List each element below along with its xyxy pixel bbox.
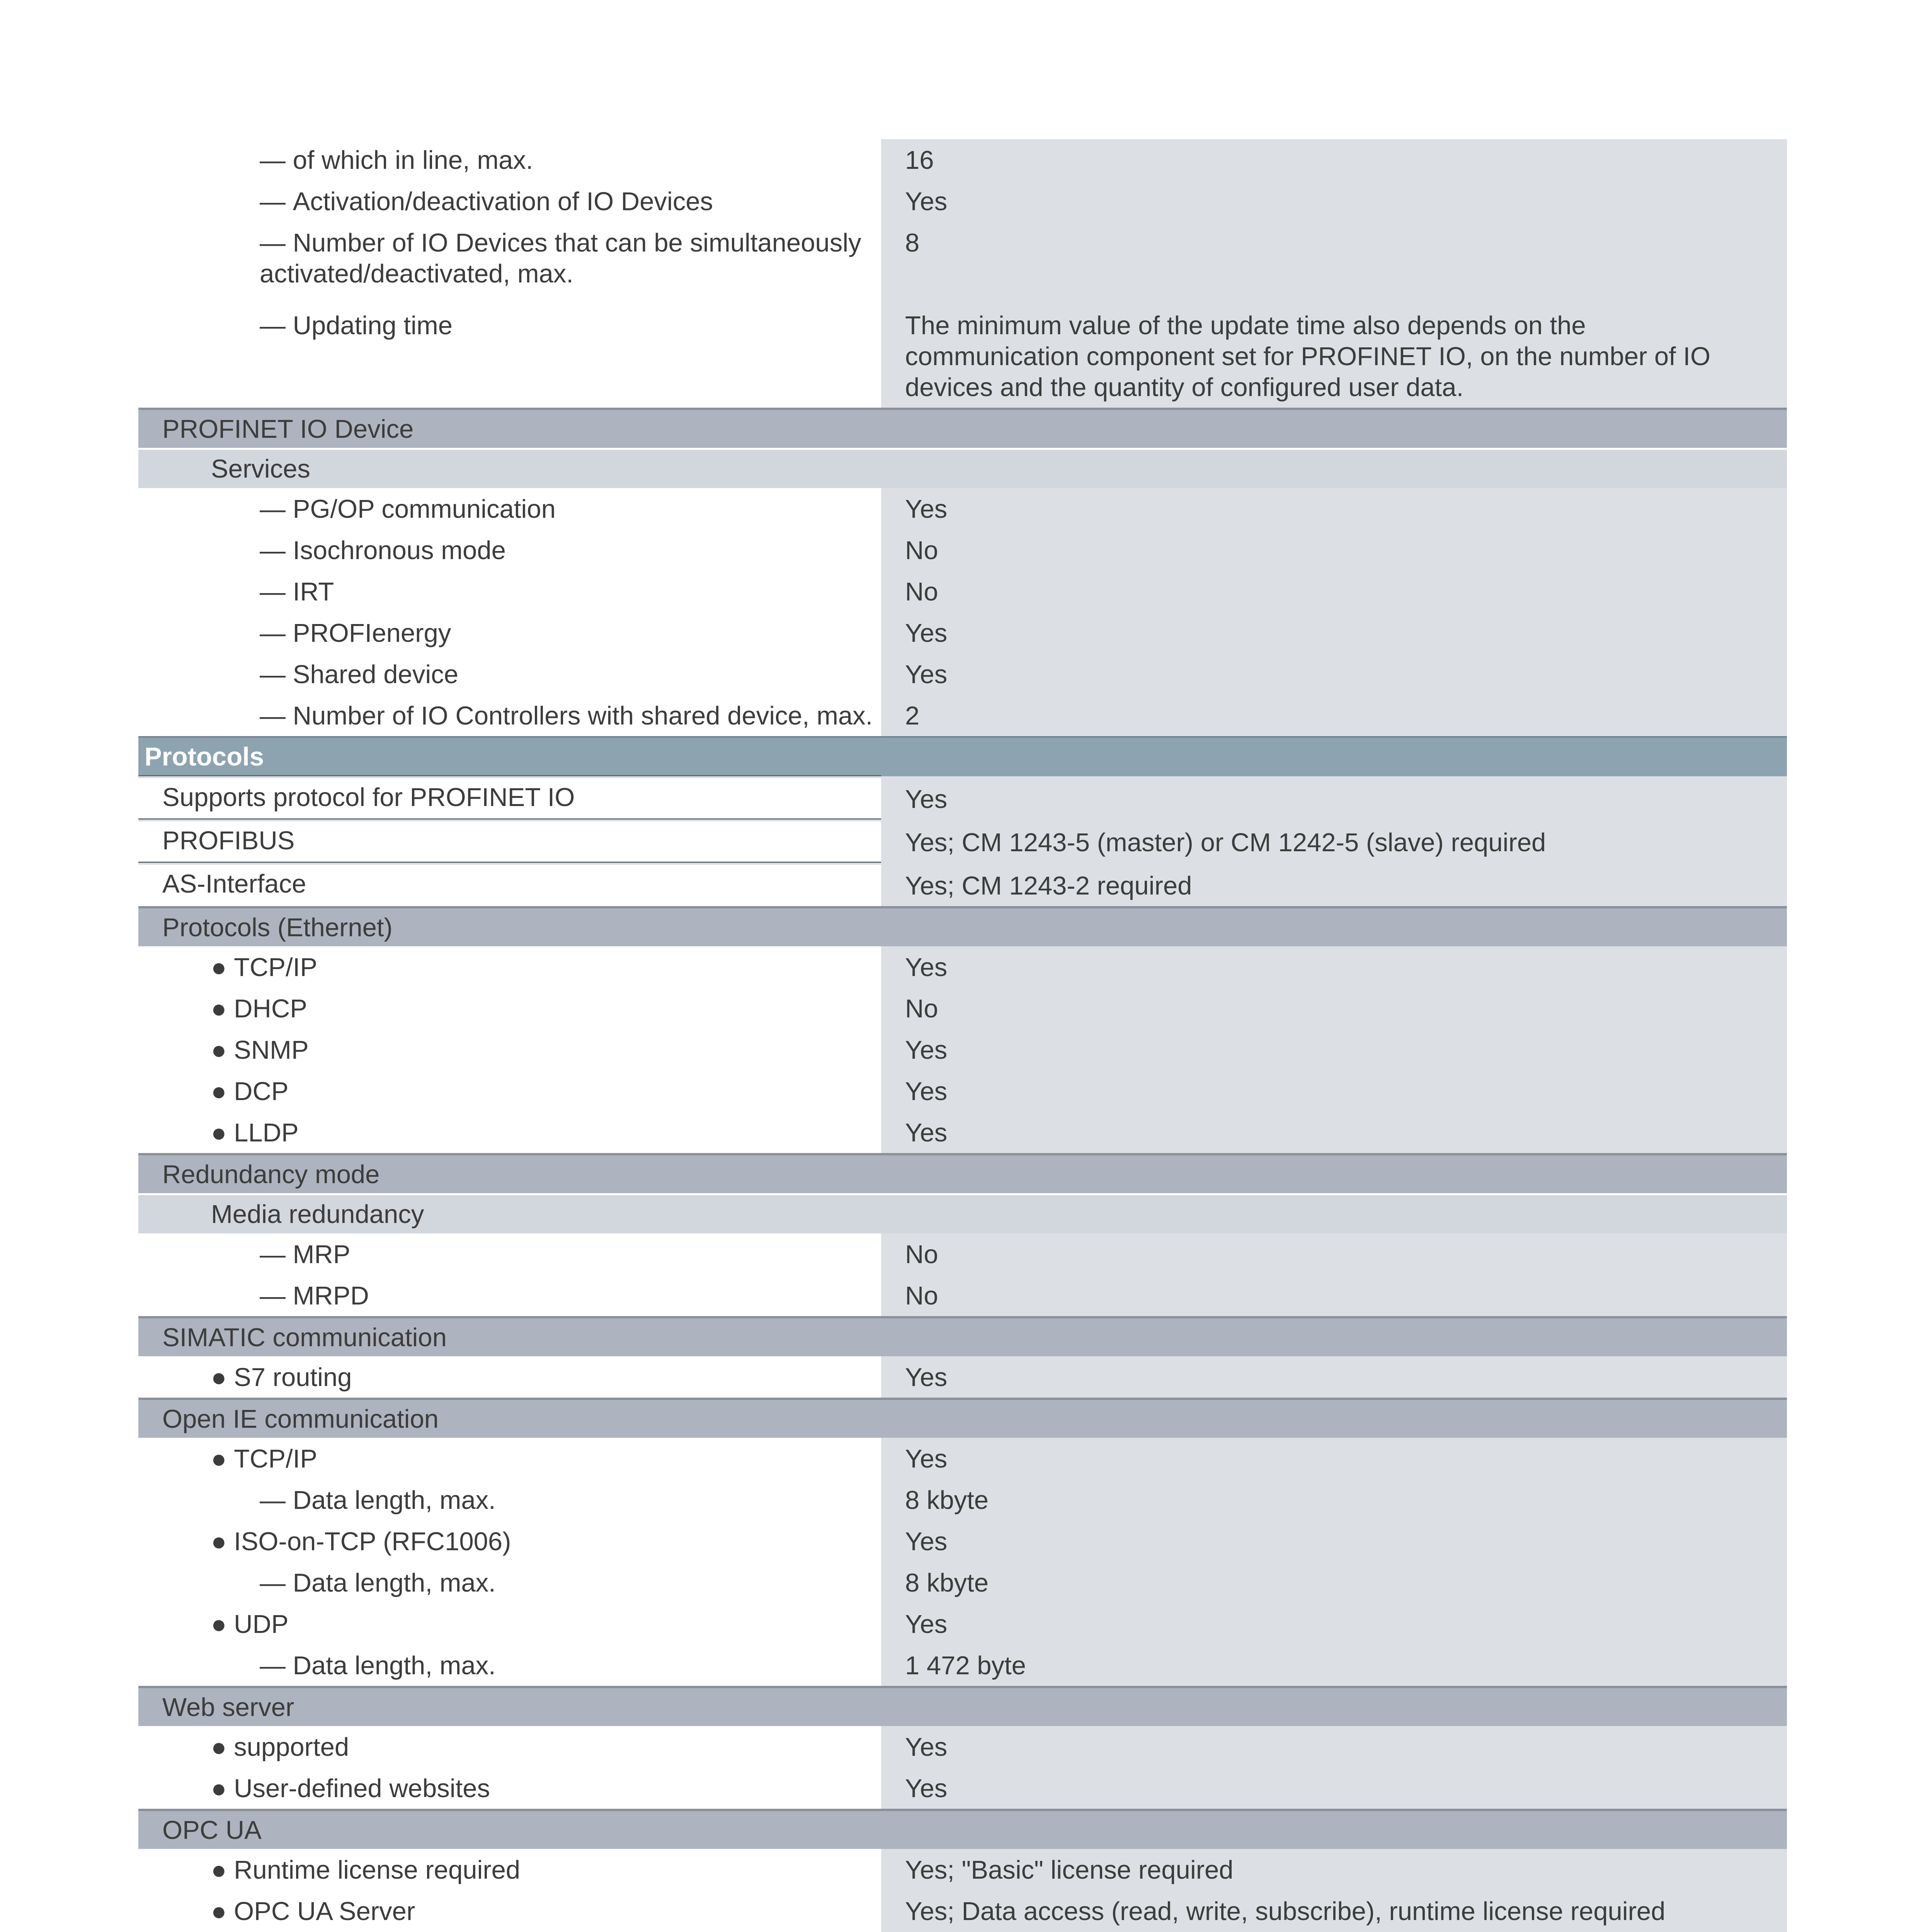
spec-label: ● OPC UA Server: [138, 1890, 881, 1932]
spec-label: PROFIBUS: [138, 818, 881, 863]
spec-row: [138, 1767, 1787, 1809]
spec-label: ● DCP: [138, 1070, 881, 1112]
spec-value: No: [881, 529, 1787, 571]
spec-label: — MRP: [138, 1233, 881, 1275]
spec-table: [138, 139, 1787, 1932]
spec-value: Yes: [881, 1603, 1787, 1645]
spec-row: [138, 863, 1787, 906]
spec-label: ● TCP/IP: [138, 946, 881, 988]
spec-label: — Number of IO Controllers with shared device, max.: [138, 695, 881, 736]
group-heading: [138, 1316, 1787, 1356]
spec-label: ● DHCP: [138, 988, 881, 1029]
spec-label: ● UDP: [138, 1603, 881, 1645]
spec-value: Yes: [881, 180, 1787, 222]
group-heading: [138, 1686, 1787, 1726]
spec-label: — Activation/deactivation of IO Devices: [138, 180, 881, 222]
spec-row: [138, 1849, 1787, 1890]
spec-value: Yes: [881, 1726, 1787, 1767]
heading-label: Protocols (Ethernet): [162, 913, 393, 942]
spec-value: Yes: [881, 778, 1787, 820]
heading-label: SIMATIC communication: [162, 1323, 447, 1352]
spec-value: The minimum value of the update time also depends on the communication component set for PROFINET IO, on the number of IO devices and the quantity of configured user data.: [881, 294, 1787, 408]
spec-row: [138, 1438, 1787, 1479]
spec-label: — Updating time: [138, 294, 881, 408]
spec-row: [138, 1112, 1787, 1153]
spec-label: ● Runtime license required: [138, 1849, 881, 1890]
spec-value: Yes: [881, 1356, 1787, 1398]
spec-value: Yes; CM 1243-5 (master) or CM 1242-5 (slave) required: [881, 821, 1787, 863]
spec-row: [138, 988, 1787, 1029]
spec-row: [138, 1890, 1787, 1932]
spec-value: 8 kbyte: [881, 1479, 1787, 1520]
heading-label: Open IE communication: [162, 1405, 439, 1434]
spec-value: No: [881, 988, 1787, 1029]
spec-row: [138, 529, 1787, 571]
spec-row: [138, 1520, 1787, 1562]
spec-row: [138, 1029, 1787, 1070]
spec-row: [138, 571, 1787, 612]
spec-value: Yes; Data access (read, write, subscribe), runtime license required: [881, 1890, 1787, 1932]
spec-row: [138, 1070, 1787, 1112]
spec-label: — Data length, max.: [138, 1645, 881, 1686]
group-heading: [138, 1809, 1787, 1849]
spec-row: [138, 946, 1787, 988]
spec-value: Yes: [881, 1070, 1787, 1112]
subgroup-heading: [138, 1193, 1787, 1233]
spec-label: ● TCP/IP: [138, 1438, 881, 1479]
spec-label: ● LLDP: [138, 1112, 881, 1153]
spec-value: 1 472 byte: [881, 1645, 1787, 1686]
spec-value: Yes; CM 1243-2 required: [881, 865, 1787, 906]
spec-value: No: [881, 571, 1787, 612]
group-heading: [138, 906, 1787, 946]
spec-value: 2: [881, 695, 1787, 736]
spec-label: — PROFIenergy: [138, 612, 881, 653]
spec-value: 8 kbyte: [881, 1562, 1787, 1603]
heading-label: Web server: [162, 1693, 294, 1722]
subgroup-heading: [138, 448, 1787, 488]
spec-row: [138, 776, 1787, 820]
spec-row: [138, 695, 1787, 736]
spec-label: ● User-defined websites: [138, 1767, 881, 1809]
spec-label: — Number of IO Devices that can be simultaneously activated/deactivated, max.: [138, 222, 881, 294]
spec-row: [138, 1726, 1787, 1767]
spec-value: Yes: [881, 612, 1787, 653]
spec-label: — MRPD: [138, 1275, 881, 1316]
spec-row: [138, 1603, 1787, 1645]
heading-label: OPC UA: [162, 1816, 262, 1845]
spec-row: [138, 820, 1787, 863]
spec-label: AS-Interface: [138, 862, 881, 906]
spec-row: [138, 139, 1787, 180]
spec-row: [138, 222, 1787, 294]
spec-row: [138, 294, 1787, 408]
spec-row: [138, 1562, 1787, 1603]
spec-value: Yes: [881, 1029, 1787, 1070]
spec-label: — of which in line, max.: [138, 139, 881, 180]
section-heading: [138, 736, 1787, 776]
spec-row: [138, 180, 1787, 222]
spec-label: ● ISO-on-TCP (RFC1006): [138, 1520, 881, 1562]
spec-value: No: [881, 1275, 1787, 1316]
heading-label: Media redundancy: [211, 1200, 424, 1229]
spec-label: — Shared device: [138, 653, 881, 695]
spec-label: — Data length, max.: [138, 1479, 881, 1520]
spec-value: Yes: [881, 488, 1787, 529]
spec-label: — Data length, max.: [138, 1562, 881, 1603]
spec-value: Yes: [881, 1112, 1787, 1153]
spec-label: — Isochronous mode: [138, 529, 881, 571]
spec-label: — PG/OP communication: [138, 488, 881, 529]
spec-value: Yes: [881, 946, 1787, 988]
spec-row: [138, 1645, 1787, 1686]
spec-label: — IRT: [138, 571, 881, 612]
spec-label: ● supported: [138, 1726, 881, 1767]
spec-row: [138, 1479, 1787, 1520]
spec-value: Yes: [881, 1520, 1787, 1562]
spec-label: Supports protocol for PROFINET IO: [138, 775, 881, 820]
spec-label: ● SNMP: [138, 1029, 881, 1070]
spec-row: [138, 1356, 1787, 1398]
spec-value: Yes: [881, 1767, 1787, 1809]
group-heading: [138, 1398, 1787, 1438]
heading-label: Services: [211, 454, 310, 483]
heading-label: Protocols: [145, 742, 264, 771]
group-heading: [138, 1153, 1787, 1193]
spec-row: [138, 1233, 1787, 1275]
group-heading: [138, 408, 1787, 448]
spec-row: [138, 612, 1787, 653]
spec-value: 16: [881, 139, 1787, 180]
spec-row: [138, 653, 1787, 695]
spec-value: Yes: [881, 1438, 1787, 1479]
spec-value: 8: [881, 222, 1787, 294]
spec-value: No: [881, 1233, 1787, 1275]
spec-label: ● S7 routing: [138, 1356, 881, 1398]
spec-row: [138, 488, 1787, 529]
spec-value: Yes: [881, 653, 1787, 695]
heading-label: Redundancy mode: [162, 1160, 380, 1189]
heading-label: PROFINET IO Device: [162, 415, 414, 444]
spec-value: Yes; "Basic" license required: [881, 1849, 1787, 1890]
spec-row: [138, 1275, 1787, 1316]
